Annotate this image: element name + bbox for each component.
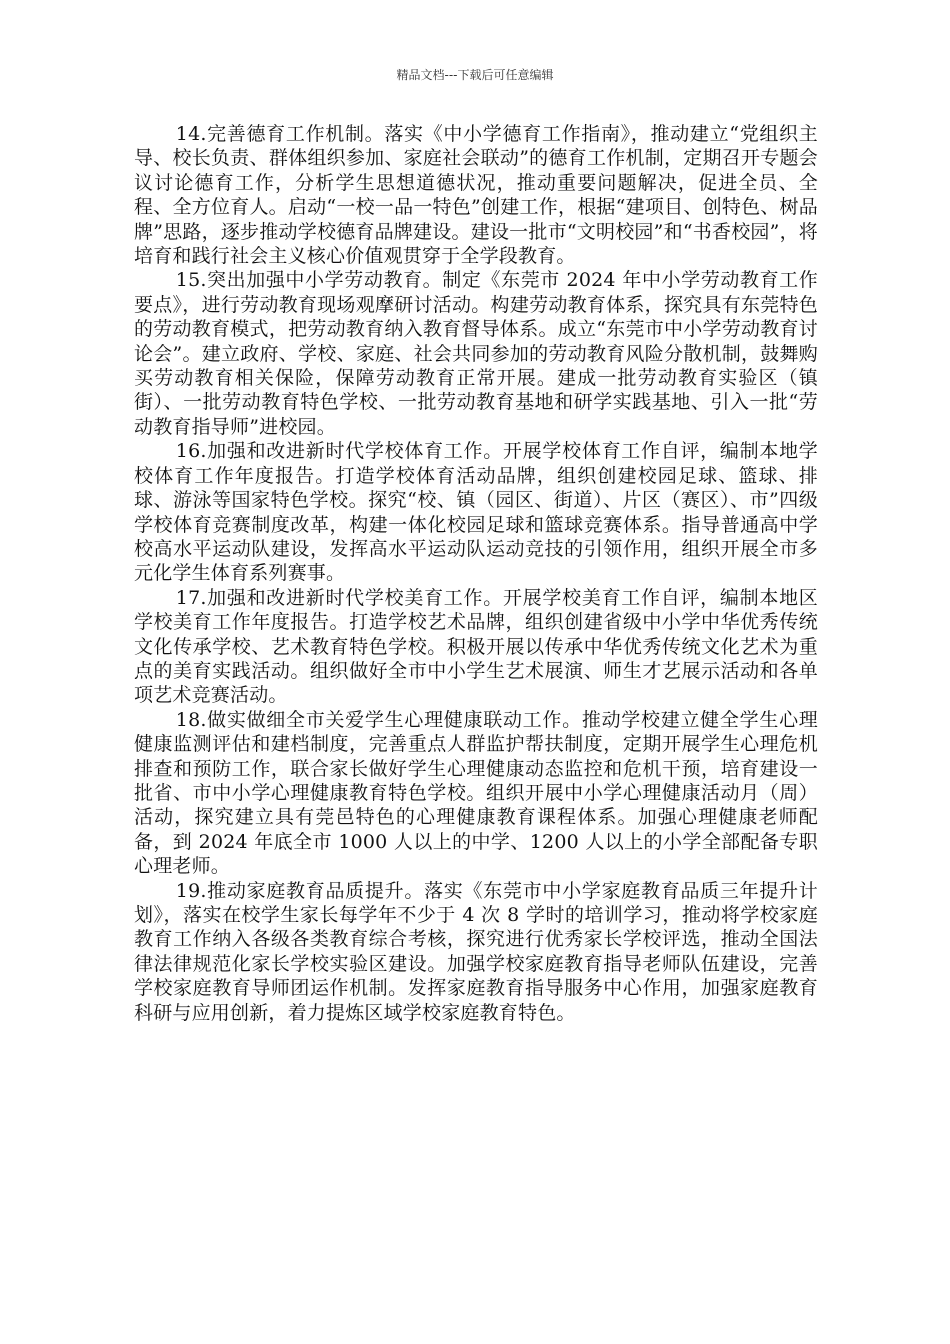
- paragraph-15: 15.突出加强中小学劳动教育。制定《东莞市 2024 年中小学劳动教育工作要点》，进行劳动教育现场观摩研讨活动。构建劳动教育体系，探究具有东莞特色的劳动教育模式，把劳动教育纳入教育督导体系。成立“东莞市中小学劳动教育讨论会”。建立政府、学校、家庭、社会共同参加的劳动教育风险分散机制，鼓舞购买劳动教育相关保险，保障劳动教育正常开展。建成一批劳动教育实验区（镇街）、一批劳动教育特色学校、一批劳动教育基地和研学实践基地、引入一批“劳动教育指导师”进校园。: [134, 269, 818, 438]
- paragraph-17: 17.加强和改进新时代学校美育工作。开展学校美育工作自评，编制本地区学校美育工作年度报告。打造学校艺术品牌，组织创建省级中小学中华优秀传统文化传承学校、艺术教育特色学校。积极开展以传承中华优秀传统文化艺术为重点的美育实践活动。组织做好全市中小学生艺术展演、师生才艺展示活动和各单项艺术竞赛活动。: [134, 586, 818, 707]
- page-header: 精品文档---下载后可任意编辑: [396, 68, 554, 82]
- document-body: [134, 122, 818, 1025]
- paragraph-19: 19.推动家庭教育品质提升。落实《东莞市中小学家庭教育品质三年提升计划》，落实在校学生家长每学年不少于 4 次 8 学时的培训学习，推动将学校家庭教育工作纳入各级各类教育综合考核，探究进行优秀家长学校评选，推动全国法律法律规范化家长学校实验区建设。加强学校家庭教育指导老师队伍建设，完善学校家庭教育导师团运作机制。发挥家庭教育指导服务中心作用，加强家庭教育科研与应用创新，着力提炼区域学校家庭教育特色。: [134, 879, 818, 1024]
- paragraph-14: 14.完善德育工作机制。落实《中小学德育工作指南》，推动建立“党组织主导、校长负责、群体组织参加、家庭社会联动”的德育工作机制，定期召开专题会议讨论德育工作，分析学生思想道德状况，推动重要问题解决，促进全员、全程、全方位育人。启动“一校一品一特色”创建工作，根据“建项目、创特色、树品牌”思路，逐步推动学校德育品牌建设。建设一批市“文明校园”和“书香校园”，将培育和践行社会主义核心价值观贯穿于全学段教育。: [134, 123, 818, 268]
- paragraph-16: 16.加强和改进新时代学校体育工作。开展学校体育工作自评，编制本地学校体育工作年度报告。打造学校体育活动品牌，组织创建校园足球、篮球、排球、游泳等国家特色学校。探究“校、镇（园区、街道）、片区（赛区）、市”四级学校体育竞赛制度改革，构建一体化校园足球和篮球竞赛体系。指导普通高中学校高水平运动队建设，发挥高水平运动队运动竞技的引领作用，组织开展全市多元化学生体育系列赛事。: [134, 440, 818, 585]
- paragraph-18: 18.做实做细全市关爱学生心理健康联动工作。推动学校建立健全学生心理健康监测评估和建档制度，完善重点人群监护帮扶制度，定期开展学生心理危机排查和预防工作，联合家长做好学生心理健康动态监控和危机干预，培育建设一批省、市中小学心理健康教育特色学校。组织开展中小学心理健康活动月（周）活动，探究建立具有莞邑特色的心理健康教育课程体系。加强心理健康老师配备，到 2024 年底全市 1000 人以上的中学、1200 人以上的小学全部配备专职心理老师。: [134, 708, 818, 878]
